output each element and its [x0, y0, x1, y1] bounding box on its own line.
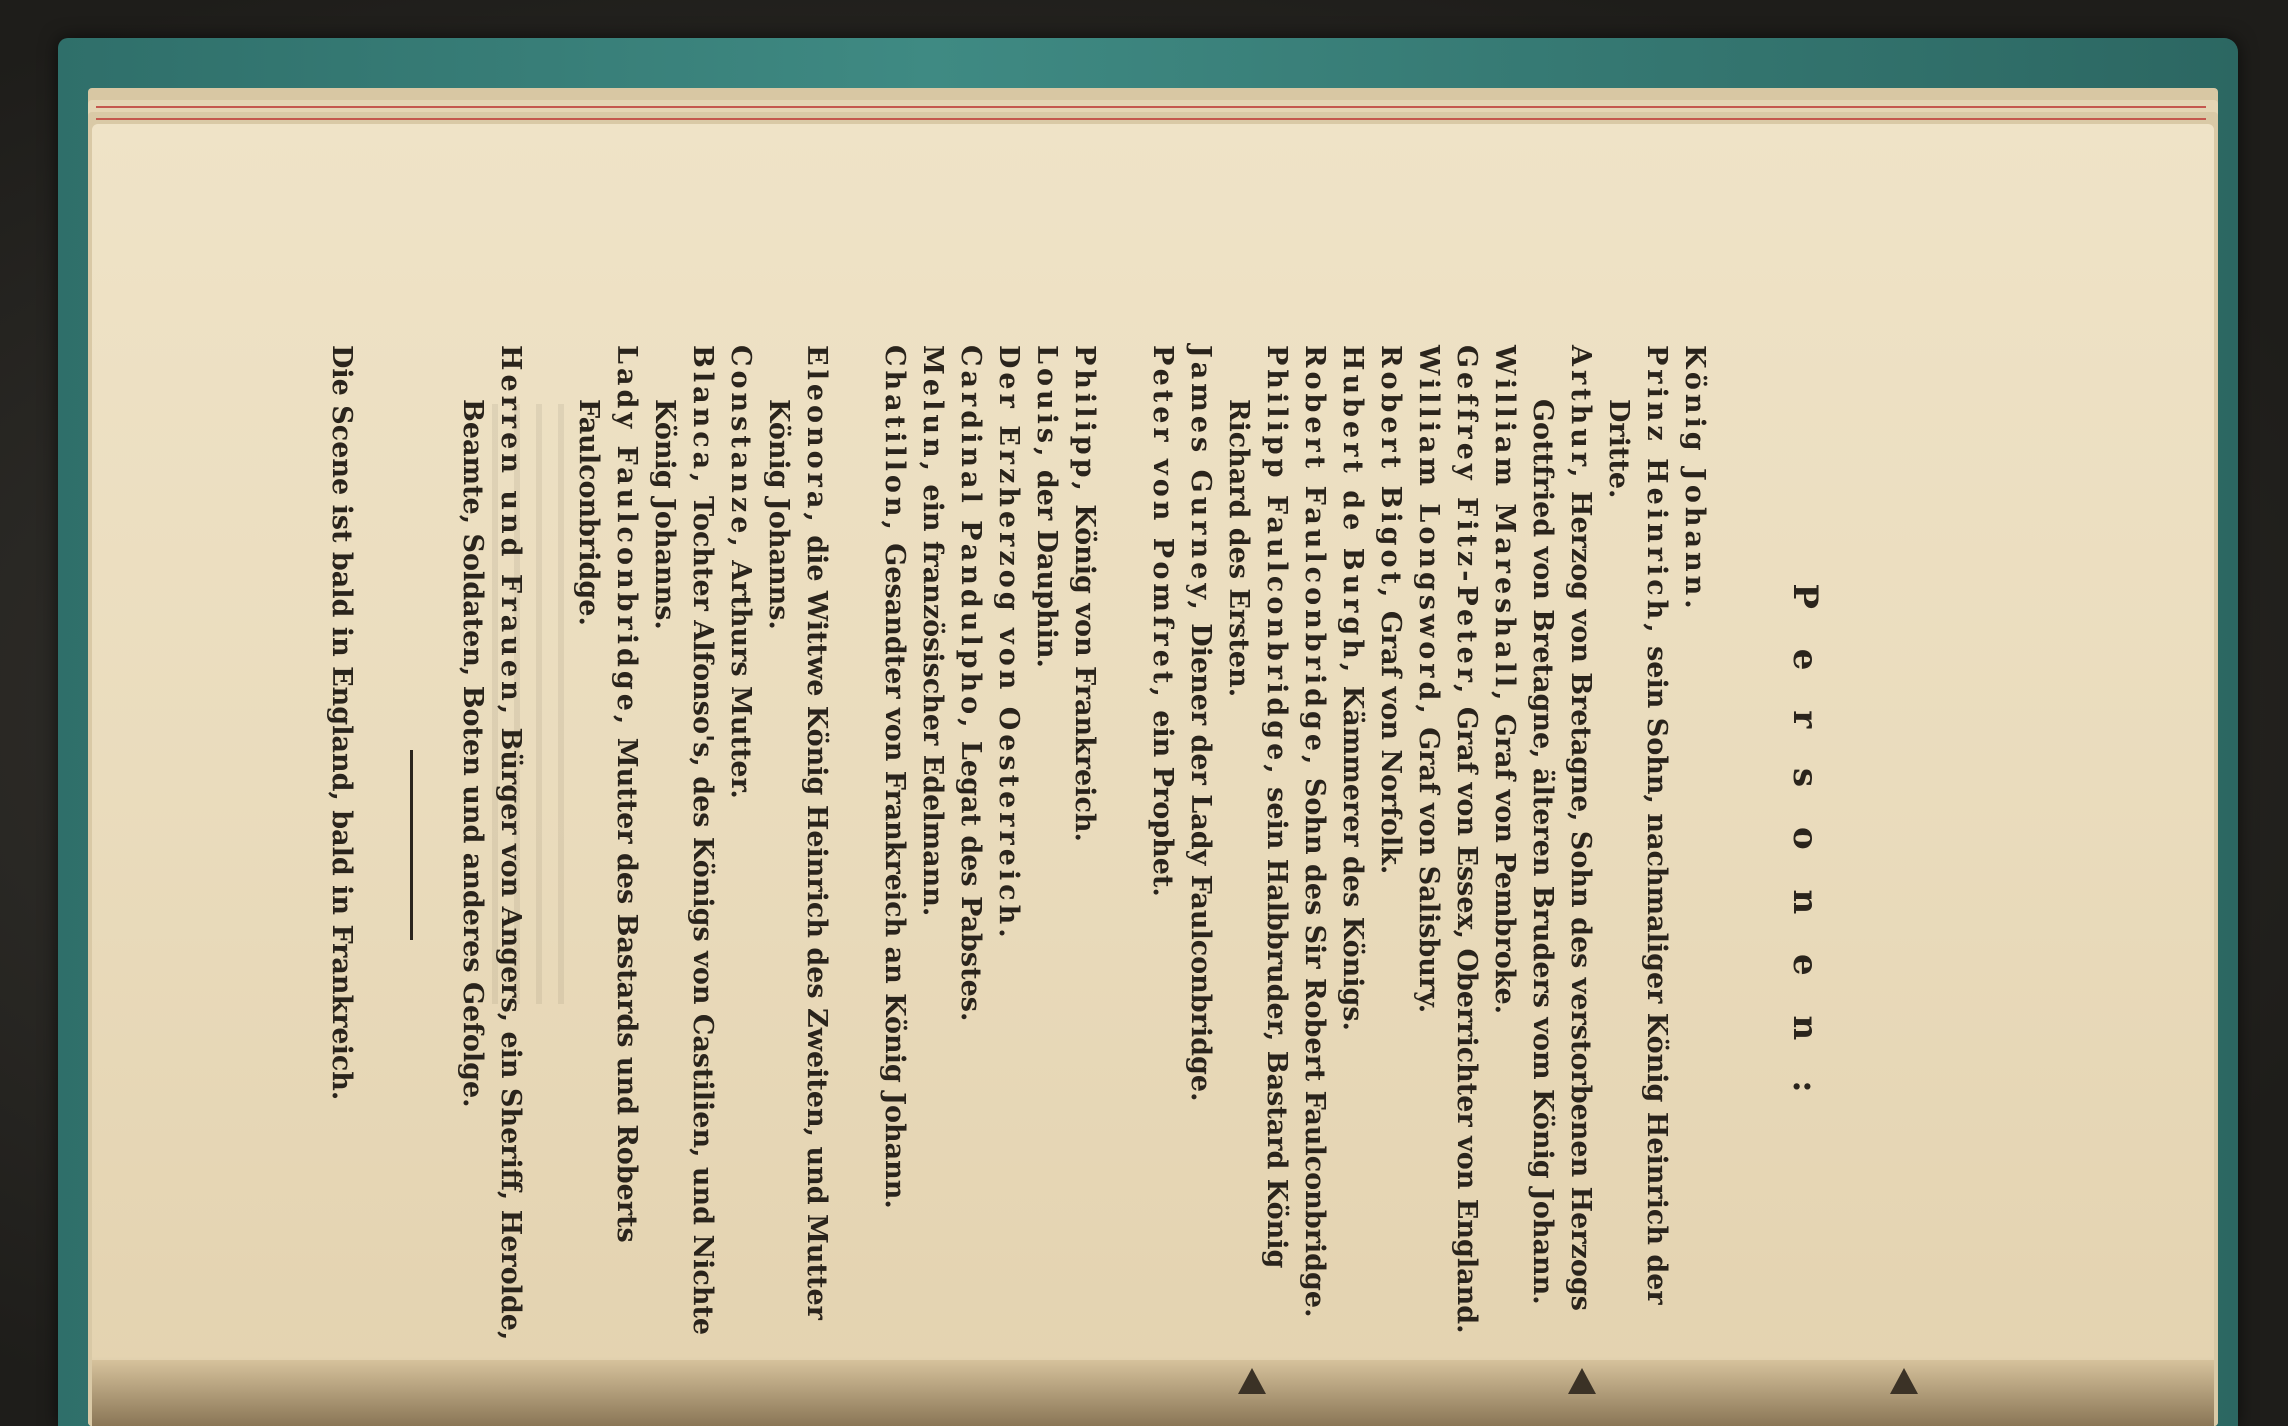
cast-entry: Der Erzherzog von Oesterreich.	[993, 345, 1024, 942]
cast-entry: Philipp, König von Frankreich.	[1069, 345, 1100, 842]
page-heading: P e r s o n e n :	[1785, 583, 1825, 1107]
cast-entry: Cardinal Pandulpho, Legat des Pabstes.	[955, 345, 986, 1022]
cast-entry: Geffrey Fitz-Peter, Graf von Essex, Oberrichter von England.	[1451, 345, 1482, 1334]
divider-rule	[410, 750, 413, 940]
cast-entry: Lady Faulconbridge, Mutter des Bastards und Roberts Faulconbridge.	[573, 345, 642, 1243]
page-text	[326, 345, 1825, 1345]
binding-stitch-icon	[1238, 1368, 1266, 1394]
cast-entry: Eleonora, die Wittwe König Heinrich des Zweiten, und Mutter König Johanns.	[763, 345, 832, 1320]
cast-entry: Robert Bigot, Graf von Norfolk.	[1375, 345, 1406, 875]
cast-entry: Hubert de Burgh, Kämmerer des Königs.	[1337, 345, 1368, 1031]
cast-group-french	[875, 345, 1103, 1345]
cast-entry: William Longsword, Graf von Salisbury.	[1413, 345, 1444, 1014]
binding-stitch-icon	[1890, 1368, 1918, 1394]
cast-entry: Arthur, Herzog von Bretagne, Sohn des verstorbenen Herzogs Gottfried von Bretagne, älteren Bruders vom König Johann.	[1527, 345, 1596, 1311]
cast-entry: Prinz Heinrich, sein Sohn, nachmaliger König Heinrich der Dritte.	[1603, 345, 1672, 1305]
scene-note: Die Scene ist bald in England, bald in Frankreich.	[326, 345, 357, 1101]
cast-entry: Philipp Faulconbridge, sein Halbbruder, Bastard König Richard des Ersten.	[1223, 345, 1292, 1269]
cast-entry: Louis, der Dauphin.	[1031, 345, 1062, 668]
red-edge-line	[96, 118, 2206, 120]
cast-entry: Peter von Pomfret, ein Prophet.	[1147, 345, 1178, 897]
cast-entry: Melun, ein französischer Edelmann.	[917, 345, 948, 917]
cast-group-english	[1143, 345, 1713, 1345]
cast-entry: Herren und Frauen, Bürger von Angers, ein Sheriff, Herolde, Beamte, Soldaten, Boten und anderes Gefolge.	[457, 345, 526, 1341]
cast-group-women	[569, 345, 835, 1345]
cast-entry: James Gurney, Diener der Lady Faulconbridge.	[1185, 345, 1216, 1102]
cast-entry: William Mareshall, Graf von Pembroke.	[1489, 345, 1520, 1015]
cast-entry: Chatillon, Gesandter von Frankreich an König Johann.	[879, 345, 910, 1209]
binding-stitch-icon	[1568, 1368, 1596, 1394]
cast-group-extras	[453, 345, 529, 1345]
cast-entry: Blanca, Tochter Alfonso's, des Königs von Castilien, und Nichte König Johanns.	[649, 345, 718, 1336]
red-edge-line	[96, 106, 2206, 108]
cast-entry: König Johann.	[1679, 345, 1710, 613]
cast-entry: Constanze, Arthurs Mutter.	[725, 345, 756, 799]
rotated-text-frame	[326, 345, 1825, 1345]
cast-entry: Robert Faulconbridge, Sohn des Sir Robert Faulconbridge.	[1299, 345, 1330, 1318]
